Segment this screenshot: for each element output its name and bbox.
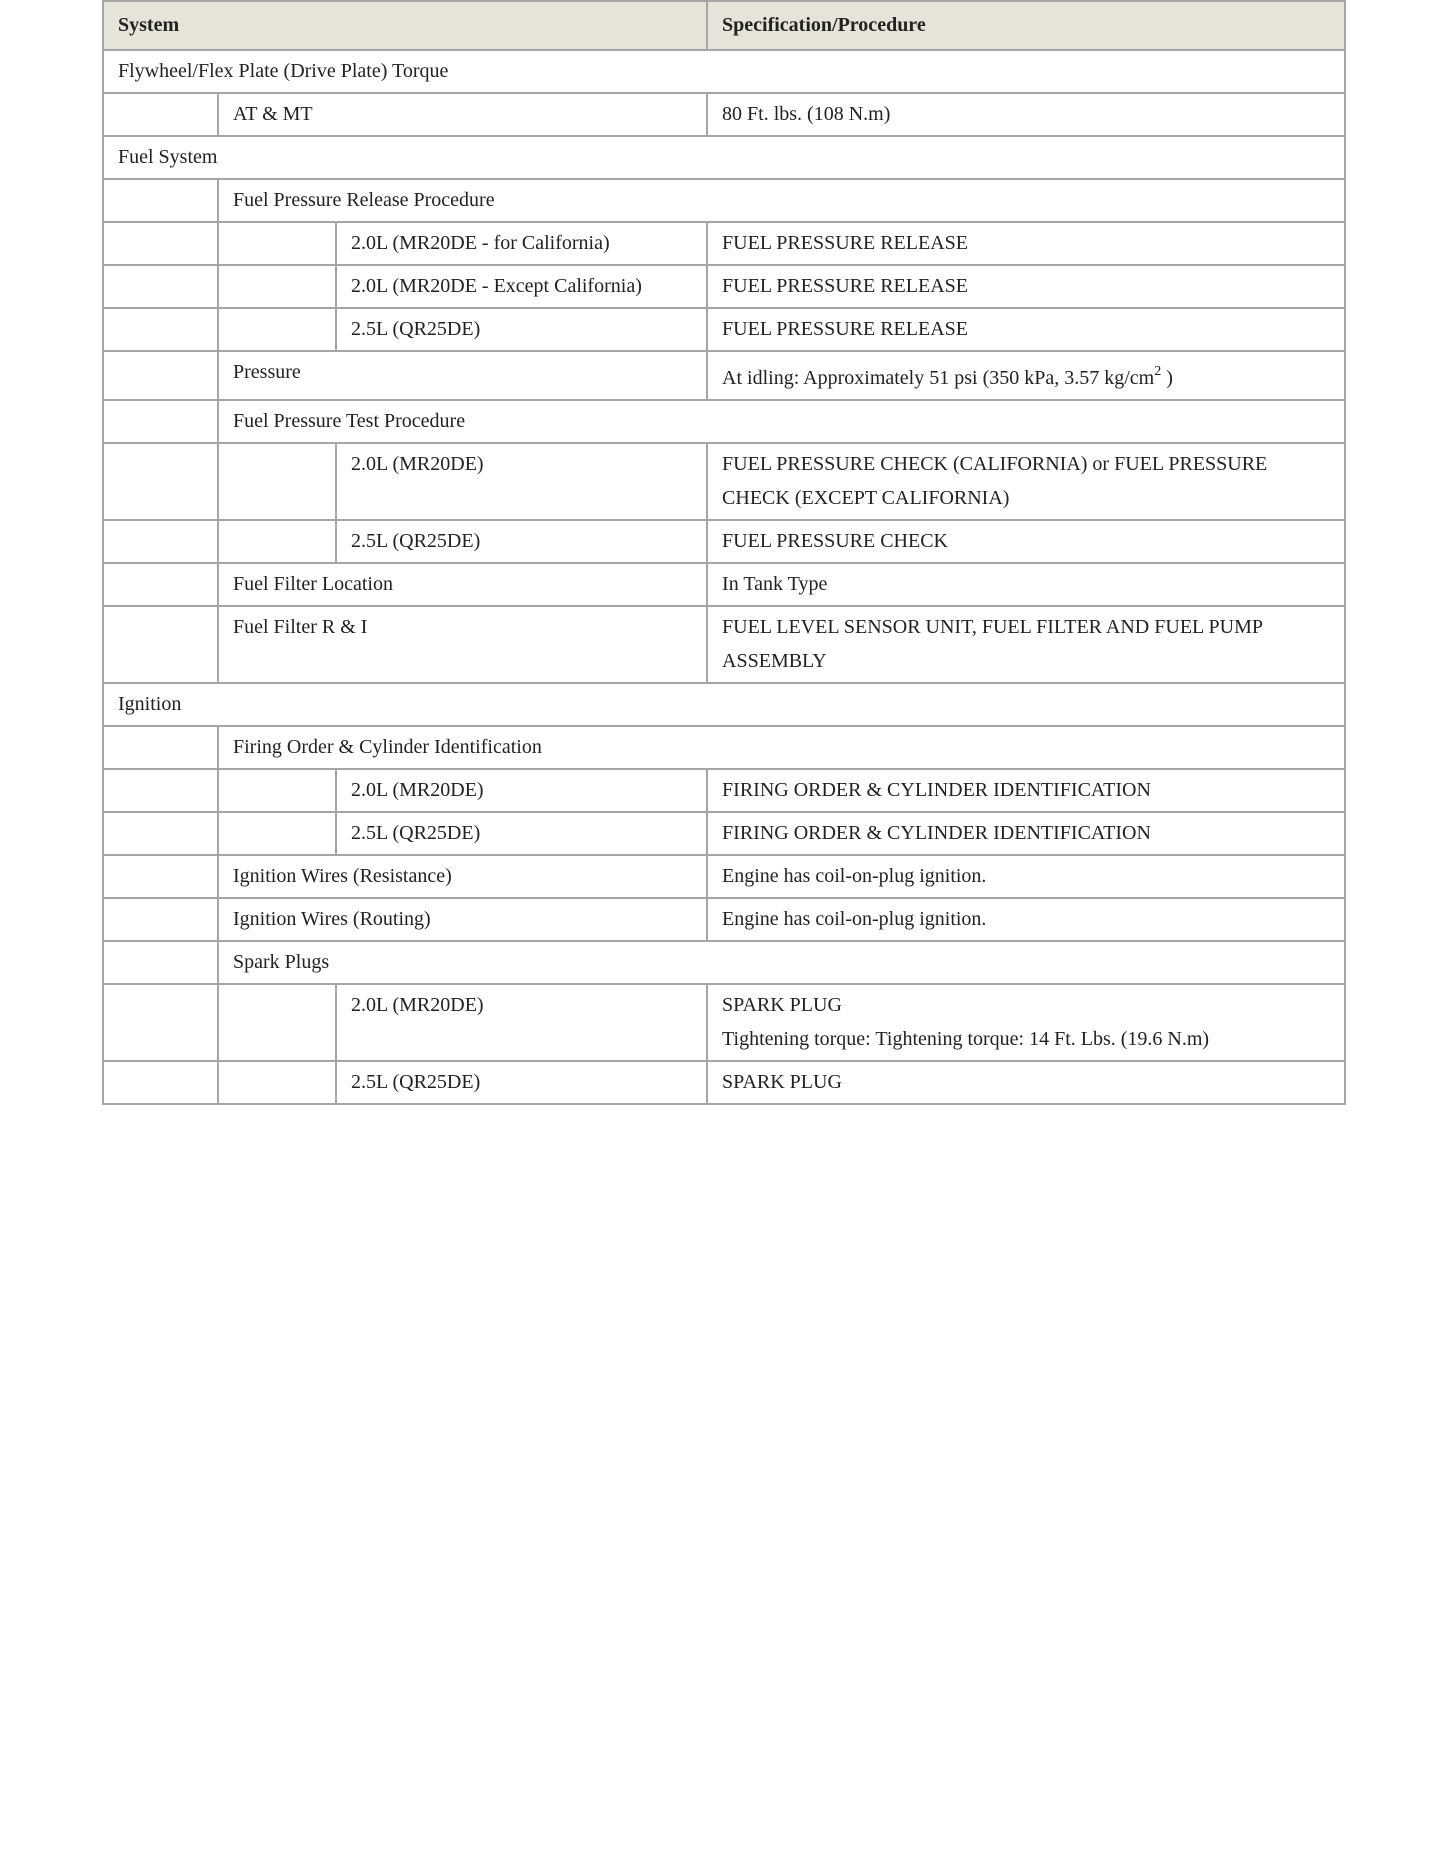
table-row (103, 563, 1345, 606)
indent-cell (103, 443, 218, 520)
row-value: FUEL PRESSURE RELEASE (707, 222, 1345, 265)
table-row (103, 443, 1345, 520)
indent-cell (103, 563, 218, 606)
indent-cell (218, 308, 336, 351)
section-row (103, 50, 1345, 93)
indent-cell (103, 769, 218, 812)
row-value-pressure (707, 351, 1345, 400)
section-title-fuel-system: Fuel System (103, 136, 1345, 179)
indent-cell (218, 520, 336, 563)
engine-label: 2.0L (MR20DE) (336, 443, 707, 520)
row-value: FIRING ORDER & CYLINDER IDENTIFICATION (707, 769, 1345, 812)
table-row (103, 93, 1345, 136)
specification-table (102, 0, 1346, 1105)
subsection-title-fuel-pressure-release: Fuel Pressure Release Procedure (218, 179, 1345, 222)
engine-label: 2.0L (MR20DE) (336, 984, 707, 1061)
row-label: Fuel Filter R & I (218, 606, 707, 683)
row-label: Ignition Wires (Routing) (218, 898, 707, 941)
row-value: FIRING ORDER & CYLINDER IDENTIFICATION (707, 812, 1345, 855)
row-value: FUEL PRESSURE CHECK (CALIFORNIA) or FUEL PRESSURE CHECK (EXCEPT CALIFORNIA) (707, 443, 1345, 520)
row-label: Pressure (218, 351, 707, 400)
pressure-text: At idling: Approximately 51 psi (350 kPa, 3.57 kg/cm (722, 367, 1155, 389)
row-label: Ignition Wires (Resistance) (218, 855, 707, 898)
row-value: 80 Ft. lbs. (108 N.m) (707, 93, 1345, 136)
row-value: FUEL PRESSURE CHECK (707, 520, 1345, 563)
indent-cell (103, 520, 218, 563)
row-value: FUEL LEVEL SENSOR UNIT, FUEL FILTER AND FUEL PUMP ASSEMBLY (707, 606, 1345, 683)
indent-cell (103, 606, 218, 683)
section-title-ignition: Ignition (103, 683, 1345, 726)
spark-plug-torque: Tightening torque: Tightening torque: 14 Ft. Lbs. (19.6 N.m) (722, 1028, 1210, 1050)
section-row (103, 136, 1345, 179)
section-row (103, 683, 1345, 726)
indent-cell (103, 179, 218, 222)
indent-cell (103, 726, 218, 769)
indent-cell (103, 308, 218, 351)
indent-cell (218, 812, 336, 855)
table-row (103, 855, 1345, 898)
indent-cell (218, 222, 336, 265)
engine-label: 2.0L (MR20DE - Except California) (336, 265, 707, 308)
section-title-flywheel: Flywheel/Flex Plate (Drive Plate) Torque (103, 50, 1345, 93)
pressure-tail: ) (1161, 367, 1173, 389)
subsection-row (103, 941, 1345, 984)
row-value: Engine has coil-on-plug ignition. (707, 898, 1345, 941)
row-value: In Tank Type (707, 563, 1345, 606)
engine-label: 2.5L (QR25DE) (336, 308, 707, 351)
table-row (103, 308, 1345, 351)
subsection-row (103, 726, 1345, 769)
spark-plug-title: SPARK PLUG (722, 994, 842, 1016)
spec-column-header: Specification/Procedure (707, 1, 1345, 50)
system-column-header: System (103, 1, 707, 50)
table-row (103, 812, 1345, 855)
indent-cell (103, 898, 218, 941)
subsection-title-fuel-pressure-test: Fuel Pressure Test Procedure (218, 400, 1345, 443)
engine-label: 2.5L (QR25DE) (336, 520, 707, 563)
row-value: FUEL PRESSURE RELEASE (707, 308, 1345, 351)
subsection-row (103, 400, 1345, 443)
indent-cell (103, 984, 218, 1061)
indent-cell (218, 1061, 336, 1104)
engine-label: 2.5L (QR25DE) (336, 812, 707, 855)
indent-cell (103, 351, 218, 400)
table-row (103, 769, 1345, 812)
subsection-row (103, 179, 1345, 222)
table-row (103, 265, 1345, 308)
indent-cell (103, 812, 218, 855)
table-row (103, 984, 1345, 1061)
engine-label: 2.5L (QR25DE) (336, 1061, 707, 1104)
row-label: Fuel Filter Location (218, 563, 707, 606)
table-row (103, 222, 1345, 265)
table-row (103, 351, 1345, 400)
indent-cell (103, 222, 218, 265)
indent-cell (103, 941, 218, 984)
indent-cell (218, 265, 336, 308)
indent-cell (103, 1061, 218, 1104)
row-value-spark-plug (707, 984, 1345, 1061)
indent-cell (218, 984, 336, 1061)
table-row (103, 898, 1345, 941)
table-header-row (103, 1, 1345, 50)
table-row (103, 1061, 1345, 1104)
row-value: Engine has coil-on-plug ignition. (707, 855, 1345, 898)
indent-cell (218, 769, 336, 812)
engine-label: 2.0L (MR20DE) (336, 769, 707, 812)
pressure-superscript: 2 (1154, 364, 1162, 379)
table-row (103, 606, 1345, 683)
subsection-title-spark-plugs: Spark Plugs (218, 941, 1345, 984)
subsection-title-firing-order: Firing Order & Cylinder Identification (218, 726, 1345, 769)
row-value: SPARK PLUG (707, 1061, 1345, 1104)
row-label: AT & MT (218, 93, 707, 136)
row-value: FUEL PRESSURE RELEASE (707, 265, 1345, 308)
indent-cell (103, 93, 218, 136)
engine-label: 2.0L (MR20DE - for California) (336, 222, 707, 265)
indent-cell (103, 400, 218, 443)
indent-cell (103, 265, 218, 308)
indent-cell (218, 443, 336, 520)
indent-cell (103, 855, 218, 898)
table-row (103, 520, 1345, 563)
